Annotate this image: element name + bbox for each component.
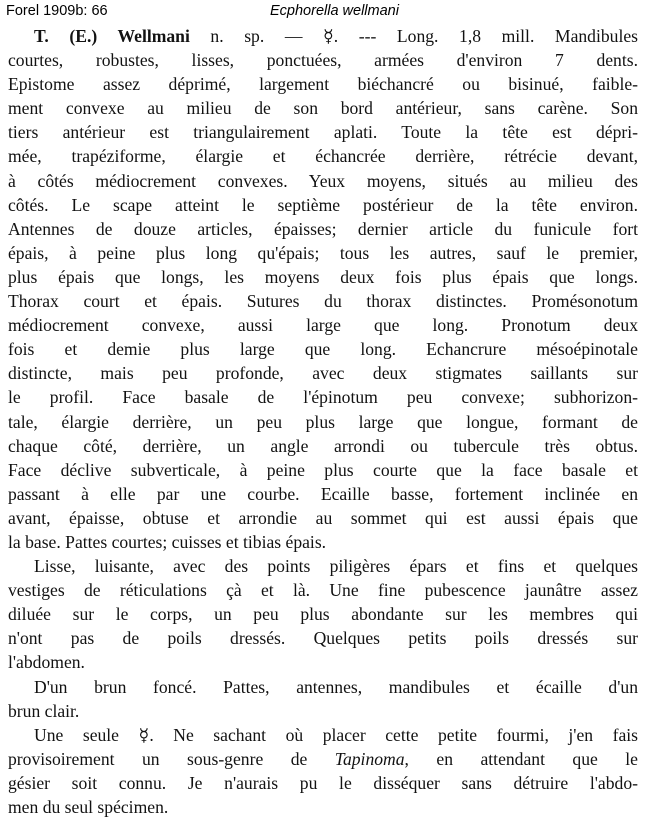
description-paragraph — [8, 24, 638, 554]
page-header — [0, 3, 668, 23]
text-line: D'un brun foncé. Pattes, antennes, mandibules et écaille d'un — [34, 676, 638, 697]
text-line: mée, trapéziforme, élargie et échancrée derrière, rétrécie devant, — [8, 146, 638, 167]
taxon-name: T. (E.) Wellmani — [34, 26, 190, 46]
color-paragraph — [8, 675, 638, 723]
text-line: fois et demie plus large que long. Echancrure mésoépinotale — [8, 339, 638, 360]
text-line: tiers antérieur est triangulairement aplati. Toute la tête est dépri- — [8, 122, 638, 143]
text-line: brun clair. — [8, 700, 80, 721]
text-line: ment convexe au milieu de son bord antérieur, sans carène. Son — [8, 98, 638, 119]
text-line: la base. Pattes courtes; cuisses et tibias épais. — [8, 531, 327, 552]
text-line: distincte, mais peu profonde, avec deux stigmates saillants sur — [8, 363, 638, 384]
text-line: avant, épaisse, obtuse et arrondie au sommet qui est aussi épais que — [8, 507, 638, 528]
text-line: vestiges de réticulations çà et là. Une fine pubescence jaunâtre assez — [8, 580, 638, 601]
text-line: tale, élargie derrière, un peu plus large que longue, formant de — [8, 411, 638, 432]
text-line: passant à elle par une courbe. Ecaille basse, fortement inclinée en — [8, 483, 638, 504]
text-line: le profil. Face basale de l'épinotum peu convexe; subhorizon- — [8, 387, 638, 408]
species-title: Ecphorella wellmani — [270, 3, 399, 19]
genus-name: Tapinoma — [334, 748, 405, 769]
text-line: n'ont pas de poils dressés. Quelques petits poils dressés sur — [8, 628, 638, 649]
text-line: Antennes de douze articles, épaisses; dernier article du funicule fort — [8, 218, 638, 239]
text-line: médiocrement convexe, aussi large que long. Pronotum deux — [8, 315, 638, 336]
text-line: l'abdomen. — [8, 652, 85, 673]
text-fragment: provisoirement un sous-genre de — [8, 748, 335, 769]
text-line: épais, à peine plus long qu'épais; tous les autres, sauf le premier, — [8, 242, 638, 263]
body-text — [8, 24, 638, 819]
text-line: côtés. Le scape atteint le septième postérieur de la tête environ. — [8, 194, 638, 215]
text-line-rest: n. sp. — ☿. --- Long. 1,8 mill. Mandibules — [189, 26, 638, 46]
text-line: Lisse, luisante, avec des points piligères épars et fins et quelques — [34, 556, 638, 577]
text-line: Une seule ☿. Ne sachant où placer cette petite fourmi, j'en fais — [34, 724, 638, 745]
text-line: Face déclive subverticale, à peine plus courte que la face basale et — [8, 459, 638, 480]
sculpture-paragraph — [8, 554, 638, 674]
text-line: Thorax court et épais. Sutures du thorax distinctes. Promésonotum — [8, 291, 638, 312]
text-line: men du seul spécimen. — [8, 797, 169, 817]
text-line: chaque côté, derrière, un angle arrondi ou tubercule très obtus. — [8, 435, 638, 456]
text-line: plus épais que longs, les moyens deux fois plus épais que longs. — [8, 266, 638, 287]
text-line: à côtés médiocrement convexes. Yeux moyens, situés au milieu des — [8, 170, 638, 191]
text-fragment: , en attendant que le — [404, 748, 638, 769]
text-line: gésier soit connu. Je n'aurais pu le disséquer sans détruire l'abdo- — [8, 772, 638, 793]
citation-label: Forel 1909b: 66 — [6, 3, 108, 19]
text-line: diluée sur le corps, un peu plus abondante sur les membres qui — [8, 604, 638, 625]
text-line: courtes, robustes, lisses, ponctuées, armées d'environ 7 dents. — [8, 50, 638, 71]
remarks-paragraph — [8, 723, 638, 819]
text-line — [8, 24, 638, 48]
text-line — [8, 747, 638, 771]
text-line: Epistome assez déprimé, largement biéchancré ou bisinué, faible- — [8, 74, 638, 95]
